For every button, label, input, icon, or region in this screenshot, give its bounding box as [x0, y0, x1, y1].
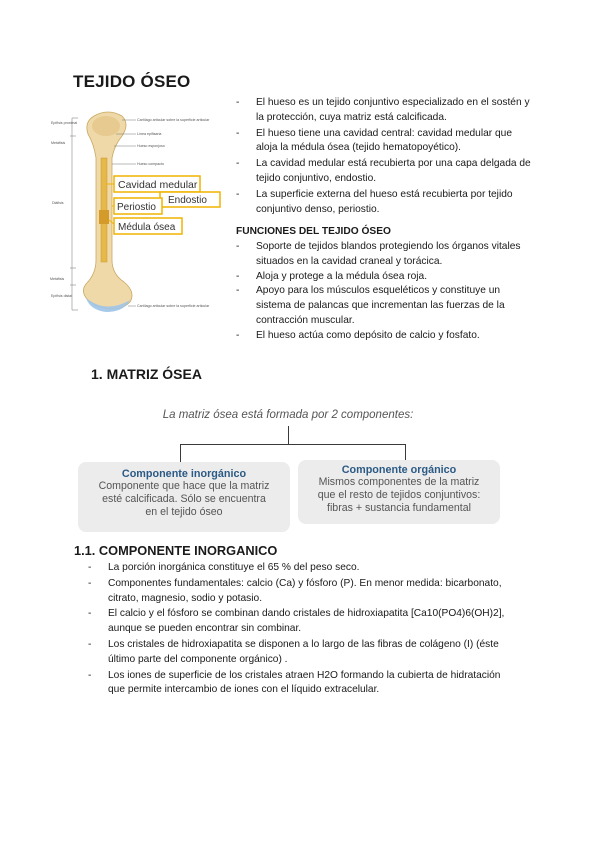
- label-endostio: Endostio: [168, 195, 207, 206]
- inorganic-box-line: esté calcificada. Sólo se encuentra: [102, 493, 266, 505]
- inorganic-box-line: en el tejido óseo: [145, 506, 223, 518]
- label-diafisis: Diáfisis: [52, 201, 64, 205]
- connector-horizontal: [180, 444, 406, 445]
- diagram-title: La matriz ósea está formada por 2 componentes:: [162, 409, 414, 421]
- list-item: - El hueso es un tejido conjuntivo especializado en el sostén y la protección, cuya matriz está calcificada.: [236, 96, 536, 126]
- list-item: - El calcio y el fósforo se combinan dando cristales de hidroxiapatita [Ca10(PO4)6(OH)2], aunque se pueden encontrar sin combinar.: [88, 607, 508, 637]
- label-epifisis-distal: Epífisis distal: [51, 294, 72, 298]
- label-periostio: Periostio: [117, 202, 156, 213]
- list-item: - Apoyo para los músculos esqueléticos y constituye un sistema de palancas que incrementan las fuerzas de la contracción muscular.: [236, 284, 536, 328]
- list-item: - El hueso tiene una cavidad central: cavidad medular que aloja la médula ósea (tejido hematopoyético).: [236, 127, 536, 157]
- label-hueso-esponjoso: Hueso esponjoso: [137, 144, 165, 148]
- list-item: - Los cristales de hidroxiapatita se disponen a lo largo de las fibras de colágeno (I) (éste último parte del componente orgánico) .: [88, 638, 508, 668]
- inorganic-list: [88, 561, 508, 699]
- list-item: - Aloja y protege a la médula ósea roja.: [236, 270, 536, 285]
- list-item: - Los iones de superficie de los cristales atraen H2O formando la cubierta de hidratación que permite intercambio de iones con el líquido extracelular.: [88, 669, 508, 699]
- section-heading-matriz-osea: 1. MATRIZ ÓSEA: [91, 366, 202, 382]
- inorganic-box-line: Componente que hace que la matriz: [98, 480, 270, 492]
- organic-box-title: Componente orgánico: [341, 464, 457, 476]
- intro-list: [236, 96, 536, 218]
- connector-right: [405, 444, 406, 460]
- list-item: - La cavidad medular está recubierta por una capa delgada de tejido conjuntivo, endostio.: [236, 157, 536, 187]
- matrix-components-diagram: [78, 404, 524, 532]
- label-hueso-compacto: Hueso compacto: [137, 162, 164, 166]
- section-heading-componente-inorganico: 1.1. COMPONENTE INORGANICO: [74, 543, 278, 558]
- list-item: - Soporte de tejidos blandos protegiendo los órganos vitales situados en la cavidad craneal y torácica.: [236, 240, 536, 270]
- label-cavidad-medular: Cavidad medular: [118, 179, 198, 191]
- functions-list: [236, 240, 536, 344]
- list-item: - Componentes fundamentales: calcio (Ca) y fósforo (P). En menor medida: bicarbonato, citrato, magnesio, sodio y potasio.: [88, 577, 508, 607]
- connector-left: [180, 444, 181, 462]
- label-cartilago-sup: Cartílago articular sobre la superficie articular: [137, 118, 210, 122]
- page-title: TEJIDO ÓSEO: [73, 72, 191, 91]
- label-medula-osea: Médula ósea: [118, 222, 176, 233]
- organic-component-box: [298, 460, 500, 524]
- connector-vertical: [288, 426, 289, 444]
- list-item: - La superficie externa del hueso está recubierta por tejido conjuntivo denso, periostio.: [236, 188, 536, 218]
- organic-box-line: Mismos componentes de la matriz: [318, 476, 480, 488]
- organic-box-line: fibras + sustancia fundamental: [327, 502, 471, 514]
- bone-anatomy-figure: [50, 110, 225, 332]
- inorganic-box-title: Componente inorgánico: [121, 468, 247, 480]
- label-linea-epifisaria: Línea epifisaria: [137, 132, 162, 136]
- organic-box-line: que el resto de tejidos conjuntivos:: [317, 489, 481, 501]
- label-metafisis-distal: Metáfisis: [50, 277, 65, 281]
- list-item: - El hueso actúa como depósito de calcio y fosfato.: [236, 329, 536, 344]
- label-metafisis: Metáfisis: [51, 141, 66, 145]
- label-epifisis-proximal: Epífisis proximal: [51, 121, 78, 125]
- inorganic-component-box: [78, 462, 290, 532]
- functions-heading: FUNCIONES DEL TEJIDO ÓSEO: [236, 226, 391, 237]
- list-item: - La porción inorgánica constituye el 65 % del peso seco.: [88, 561, 508, 576]
- label-cartilago-inf: Cartílago articular sobre la superficie articular: [137, 304, 210, 308]
